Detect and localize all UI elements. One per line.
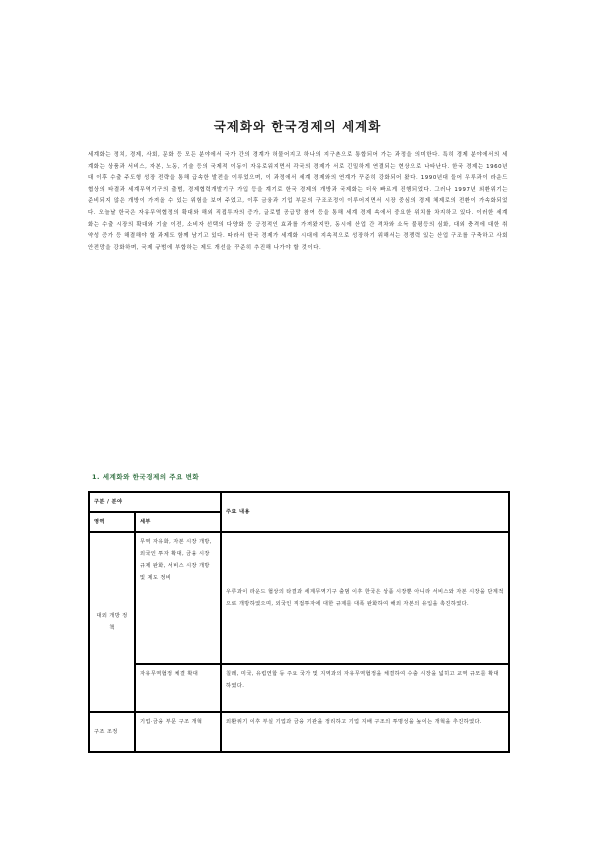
table-row1-content-a: 우루과이 라운드 협상의 타결과 세계무역기구 출범 이후 한국은 상품 시장뿐 아니라 서비스와 자본 시장을 단계적으로 개방하였으며, 외국인 직접투자에 대한 규제를 대폭 완화하여 해외 자본의 유입을 촉진하였다. [221,532,509,664]
table-row1-sub-a: 무역 자유화, 자본 시장 개방, 외국인 투자 확대, 금융 시장 규제 완화, 서비스 시장 개방 및 제도 정비 [135,532,221,664]
table-row1-sub-b: 자유무역협정 체결 확대 [135,664,221,712]
table-row2-group: 구조 조정 [89,712,135,752]
table-row2-content: 외환위기 이후 부실 기업과 금융 기관을 정리하고 기업 지배 구조의 투명성을 높이는 개혁을 추진하였다. [221,712,509,752]
table-row1-content-b: 칠레, 미국, 유럽연합 등 주요 국가 및 지역과의 자유무역협정을 체결하여 수출 시장을 넓히고 교역 규모를 확대하였다. [221,664,509,712]
table-header-sub1: 영역 [89,512,135,532]
summary-table [88,491,510,753]
section-heading: 1. 세계화와 한국경제의 주요 변화 [92,473,200,481]
document-title: 국제화와 한국경제의 세계화 [213,119,382,134]
table-header-content: 주요 내용 [221,492,509,532]
body-paragraph: 세계화는 정치, 경제, 사회, 문화 등 모든 분야에서 국가 간의 경계가 허물어지고 하나의 지구촌으로 통합되어 가는 과정을 의미한다. 특히 경제 분야에서의 세계화는 상품과 서비스, 자본, 노동, 기술 등의 국제적 이동이 자유로워지면서 각국의 경제가 서로 긴밀하게 연결되는 현상으로 나타난다. 한국 경제는 1960년대 이후 수출 주도형 성장 전략을 통해 급속한 발전을 이루었으며, 이 과정에서 세계 경제와의 연계가 꾸준히 강화되어 왔다. 1990년대 들어 우루과이 라운드 협상의 타결과 세계무역기구의 출범, 경제협력개발기구 가입 등을 계기로 한국 경제의 개방과 국제화는 더욱 빠르게 진행되었다. 그러나 1997년 외환위기는 준비되지 않은 개방이 가져올 수 있는 위험을 보여 주었고, 이후 금융과 기업 부문의 구조조정이 이루어지면서 시장 중심의 경제 체제로의 전환이 가속화되었다. 오늘날 한국은 자유무역협정의 확대와 해외 직접투자의 증가, 글로벌 공급망 참여 등을 통해 세계 경제 속에서 중요한 위치를 차지하고 있다. 이러한 세계화는 수출 시장의 확대와 기술 이전, 소비자 선택의 다양화 등 긍정적인 효과를 가져왔지만, 동시에 산업 간 격차와 소득 불평등의 심화, 대외 충격에 대한 취약성 증가 등 해결해야 할 과제도 함께 남기고 있다. 따라서 한국 경제가 세계화 시대에 지속적으로 성장하기 위해서는 경쟁력 있는 산업 구조를 구축하고 사회 안전망을 강화하며, 국제 규범에 부합하는 제도 개선을 꾸준히 추진해 나가야 할 것이다. [88,152,508,251]
table-row1-group: 대외 개방 정책 [89,532,135,712]
table-row2-sub: 기업·금융 부문 구조 개혁 [135,712,221,752]
table-header-group: 구분 / 분야 [89,492,221,512]
table-header-sub2: 세부 [135,512,221,532]
